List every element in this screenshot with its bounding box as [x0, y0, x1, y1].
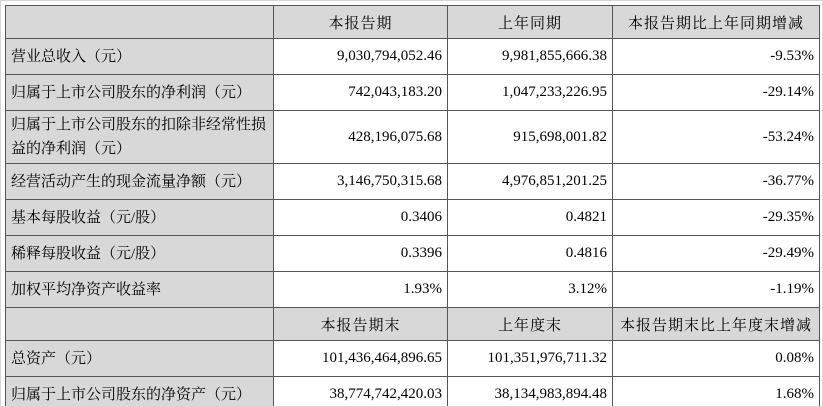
row-label: 经营活动产生的现金流量净额（元）: [6, 164, 274, 200]
table-row-net-profit: [6, 75, 820, 111]
current-period-value: 101,436,464,896.65: [274, 341, 448, 377]
table-row-basic-eps: [6, 200, 820, 236]
prior-period-value: 101,351,976,711.32: [448, 341, 613, 377]
current-period-value: 1.93%: [274, 272, 448, 308]
change-value: -36.77%: [613, 164, 820, 200]
header-period-end-change: 本报告期末比上年度末增减: [613, 308, 820, 341]
change-value: -9.53%: [613, 39, 820, 75]
change-value: -53.24%: [613, 111, 820, 164]
row-label: 稀释每股收益（元/股）: [6, 236, 274, 272]
current-period-value: 9,030,794,052.46: [274, 39, 448, 75]
row-label: 营业总收入（元）: [6, 39, 274, 75]
header-prior-year-end: 上年度末: [448, 308, 613, 341]
header-prior-period: 上年同期: [448, 6, 613, 39]
table-row-net-profit-excl-nonrecurring: [6, 111, 820, 164]
table-row-operating-cash-flow: [6, 164, 820, 200]
current-period-value: 742,043,183.20: [274, 75, 448, 111]
change-value: -29.49%: [613, 236, 820, 272]
row-label: 归属于上市公司股东的扣除非经常性损益的净利润（元）: [6, 111, 274, 164]
change-value: -29.35%: [613, 200, 820, 236]
header-current-period-end: 本报告期末: [274, 308, 448, 341]
prior-period-value: 915,698,001.82: [448, 111, 613, 164]
change-value: 0.08%: [613, 341, 820, 377]
header-period-change: 本报告期比上年同期增减: [613, 6, 820, 39]
prior-period-value: 38,134,983,894.48: [448, 377, 613, 407]
table-row-weighted-avg-roe: [6, 272, 820, 308]
current-period-value: 428,196,075.68: [274, 111, 448, 164]
change-value: 1.68%: [613, 377, 820, 407]
row-label: 加权平均净资产收益率: [6, 272, 274, 308]
table-row-total-assets: [6, 341, 820, 377]
change-value: -1.19%: [613, 272, 820, 308]
table-row-net-assets: [6, 377, 820, 407]
header-empty-cell: [6, 6, 274, 39]
current-period-value: 3,146,750,315.68: [274, 164, 448, 200]
row-label: 总资产（元）: [6, 341, 274, 377]
period-end-header-row: [6, 308, 820, 341]
current-period-value: 0.3406: [274, 200, 448, 236]
prior-period-value: 3.12%: [448, 272, 613, 308]
table-row-total-revenue: [6, 39, 820, 75]
row-label: 归属于上市公司股东的净利润（元）: [6, 75, 274, 111]
row-label: 归属于上市公司股东的净资产（元）: [6, 377, 274, 407]
change-value: -29.14%: [613, 75, 820, 111]
row-label: 基本每股收益（元/股）: [6, 200, 274, 236]
header-current-period: 本报告期: [274, 6, 448, 39]
prior-period-value: 0.4816: [448, 236, 613, 272]
current-period-value: 0.3396: [274, 236, 448, 272]
current-period-value: 38,774,742,420.03: [274, 377, 448, 407]
prior-period-value: 1,047,233,226.95: [448, 75, 613, 111]
header-empty-cell: [6, 308, 274, 341]
period-header-row: [6, 6, 820, 39]
financial-summary-table: [5, 5, 820, 407]
prior-period-value: 4,976,851,201.25: [448, 164, 613, 200]
prior-period-value: 9,981,855,666.38: [448, 39, 613, 75]
table-row-diluted-eps: [6, 236, 820, 272]
prior-period-value: 0.4821: [448, 200, 613, 236]
